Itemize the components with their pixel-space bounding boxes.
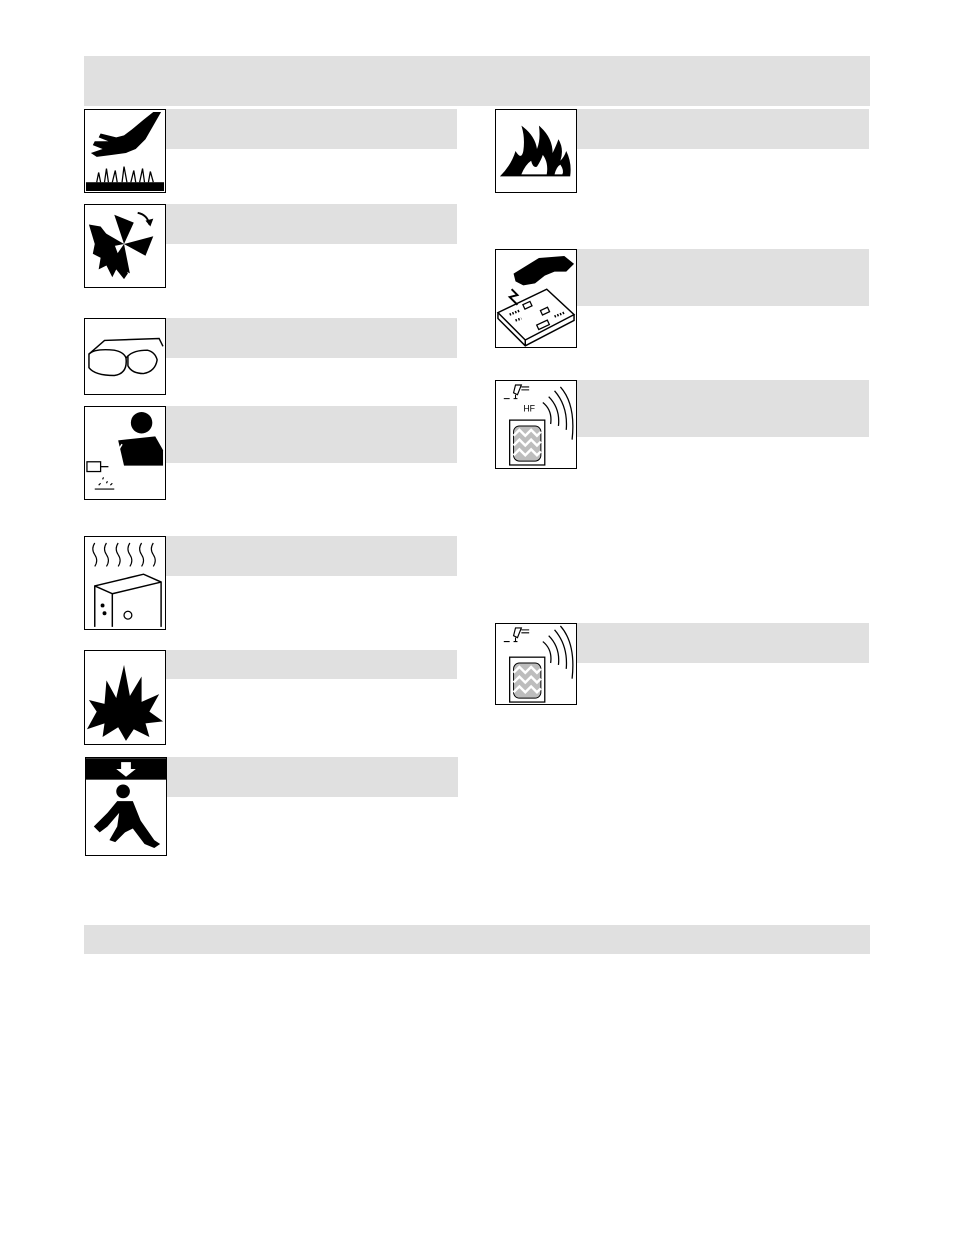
overheating-unit-icon [84, 536, 166, 630]
safety-glasses-icon [84, 318, 166, 395]
svg-text:HF: HF [523, 403, 536, 414]
arc-radiation-icon [495, 623, 577, 705]
flying-metal-person-icon [84, 406, 166, 500]
hazard-heading-bar [166, 204, 457, 244]
moving-fan-hand-icon [84, 204, 166, 288]
page-title-band [84, 56, 870, 106]
hf-radiation-icon [495, 380, 577, 469]
hazard-heading-bar [166, 650, 457, 679]
hazard-heading-bar [166, 406, 457, 463]
hazard-heading-bar [166, 536, 457, 576]
explosion-icon [84, 650, 166, 745]
hazard-heading-bar [577, 623, 869, 663]
hazard-heading-bar [166, 109, 457, 149]
hazard-heading-bar [577, 109, 869, 149]
hazard-heading-bar [577, 249, 869, 306]
hot-surface-hand-icon [84, 109, 166, 193]
hazard-heading-bar [167, 757, 458, 797]
section-heading-band [84, 925, 870, 954]
hazard-heading-bar [577, 380, 869, 437]
hazard-heading-bar [166, 318, 457, 358]
fire-flames-icon [495, 109, 577, 193]
falling-equipment-icon [85, 757, 167, 856]
static-circuit-board-icon [495, 249, 577, 348]
